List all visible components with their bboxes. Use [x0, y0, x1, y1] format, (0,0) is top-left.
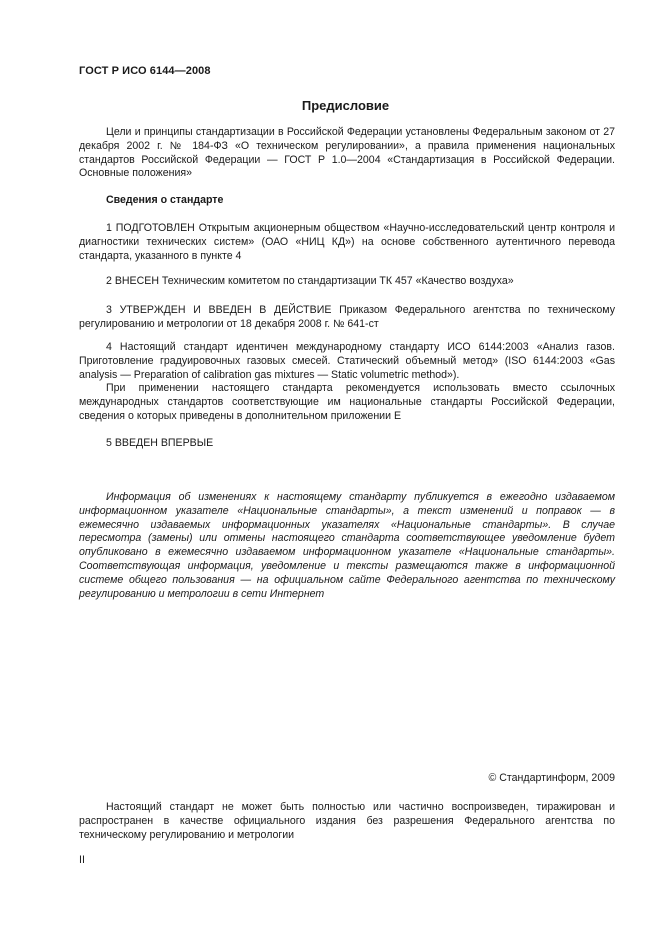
reproduction-notice: Настоящий стандарт не может быть полностью или частично воспроизведен, тиражирован и распространен в качестве официального издания без разрешения Федерального агентства по техническому регулированию и метрологии [79, 801, 615, 841]
item-4-reference-note: При применении настоящего стандарта рекомендуется использовать вместо ссылочных международных стандартов соответствующие им национальные стандарты Российской Федерации, сведения о которых приведены в дополнительном приложении Е [79, 382, 615, 422]
item-1-prepared: 1 ПОДГОТОВЛЕН Открытым акционерным обществом «Научно-исследовательский центр контроля и диагностики технических систем» (ОАО «НИЦ КД») на основе собственного аутентичного перевода стандарта, указанного в пункте 4 [79, 222, 615, 262]
item-2-submitted: 2 ВНЕСЕН Техническим комитетом по стандартизации ТК 457 «Качество воздуха» [106, 275, 514, 287]
page-title: Предисловие [301, 98, 390, 113]
intro-paragraph: Цели и принципы стандартизации в Российской Федерации установлены Федеральным законом от 27 декабря 2002 г. № 184-ФЗ «О техническом регулировании», а правила применения национальных стандартов Российской Федерации — ГОСТ Р 1.0—2004 «Стандартизация в Российской Федерации. Основные положения» [79, 126, 615, 180]
information-notice: Информация об изменениях к настоящему стандарту публикуется в ежегодно издаваемом информационном указателе «Национальные стандарты», а текст изменений и поправок — в ежемесячно издаваемых информационных указателях «Национальные стандарты». В случае пересмотра (замены) или отмены настоящего стандарта соответствующее уведомление будет опубликовано в ежемесячно издаваемом информационном указателе «Национальные стандарты». Соответствующая информация, уведомление и тексты размещаются также в информационной системе общего пользования — на официальном сайте Федерального агентства по техническому регулированию и метрологии в сети Интернет [79, 491, 615, 600]
item-3-approved: 3 УТВЕРЖДЕН И ВВЕДЕН В ДЕЙСТВИЕ Приказом Федерального агентства по техническому регулированию и метрологии от 18 декабря 2008 г. № 641-ст [79, 304, 615, 330]
item-4-identical: 4 Настоящий стандарт идентичен международному стандарту ИСО 6144:2003 «Анализ газов. Приготовление градуировочных газовых смесей. Статический объемный метод» (ISO 6144:2003 «Gas analysis — Preparation of calibration gas mixtures — Static volumetric method»). [79, 341, 615, 381]
item-5-introduced: 5 ВВЕДЕН ВПЕРВЫЕ [106, 437, 214, 449]
section-subheading: Сведения о стандарте [106, 194, 224, 206]
copyright-line: © Стандартинформ, 2009 [488, 772, 615, 784]
document-code-header: ГОСТ Р ИСО 6144—2008 [79, 65, 211, 77]
page-number: II [79, 854, 85, 866]
